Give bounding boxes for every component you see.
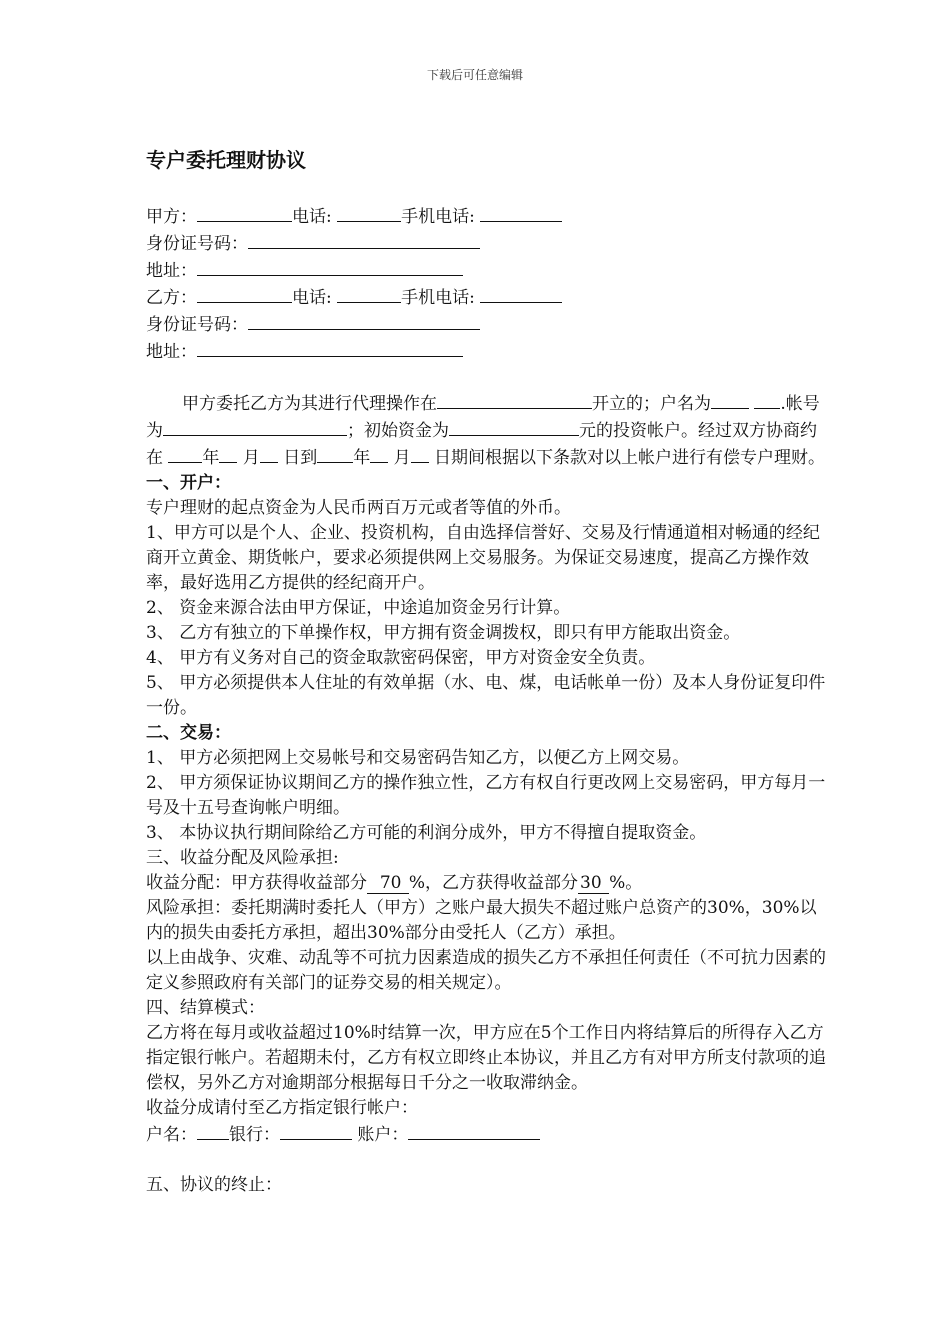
party-a-name-blank xyxy=(197,203,292,222)
party-a-id-label: 身份证号码： xyxy=(146,234,248,254)
party-a-id-blank xyxy=(248,230,480,249)
intro-paragraph: 甲方委托乙方为其进行代理操作在 开立的；户名为 .帐号为 ；初始资金为 元的投资帐户。经过双方协商约在 年 月 日到 年 月 日期间根据以下条款对以上帐户进行有偿专户理财。 xyxy=(146,390,826,471)
section-2-line: 3、 本协议执行期间除给乙方可能的利润分成外，甲方不得擅自提取资金。 xyxy=(146,823,707,843)
section-2-line: 2、 甲方须保证协议期间乙方的操作独立性，乙方有权自行更改网上交易密码，甲方每月一号及十五号查询帐户明细。 xyxy=(146,773,826,818)
payment-line: 收益分成请付至乙方指定银行帐户： xyxy=(146,1098,418,1118)
risk-paragraph: 风险承担：委托期满时委托人（甲方）之账户最大损失不超过账户总资产的30%，30%以内的损失由委托方承担，超出30%部分由受托人（乙方）承担。 xyxy=(146,898,817,943)
party-a-phone-label: 电话: xyxy=(292,207,332,227)
account-holder-blank xyxy=(197,1121,229,1140)
account-blank xyxy=(408,1121,540,1140)
section-1-heading: 一、开户： xyxy=(146,473,231,493)
party-b-id-label: 身份证号码： xyxy=(146,315,248,335)
bank-account-row: 户名： 银行： 账户： xyxy=(146,1121,826,1148)
section-5-heading: 五、协议的终止： xyxy=(146,1175,282,1195)
document-body xyxy=(146,148,826,1198)
party-b-address-label: 地址： xyxy=(146,342,197,362)
initial-funds-blank xyxy=(449,417,579,436)
account-name-blank xyxy=(711,390,749,409)
party-b-id-row xyxy=(146,311,826,338)
party-a-phone-blank xyxy=(337,203,401,222)
party-b-row xyxy=(146,284,826,311)
section-4-heading: 四、结算模式： xyxy=(146,998,265,1018)
settlement-paragraph: 乙方将在每月或收益超过10%时结算一次，甲方应在5个工作日内将结算后的所得存入乙方指定银行帐户。若超期未付，乙方有权立即终止本协议，并且乙方有对甲方所支付款项的追偿权，另外乙方对逾期部分根据每日千分之一收取滞纳金。 xyxy=(146,1023,826,1093)
section-1-line: 3、 乙方有独立的下单操作权，甲方拥有资金调拨权，即只有甲方能取出资金。 xyxy=(146,623,741,643)
party-a-id-row xyxy=(146,230,826,257)
party-a-address-row xyxy=(146,257,826,284)
party-b-address-row xyxy=(146,338,826,365)
section-3-heading: 三、收益分配及风险承担: xyxy=(146,848,339,868)
party-a-address-label: 地址： xyxy=(146,261,197,281)
party-a-share-value: 70 xyxy=(367,873,409,894)
section-1-line: 5、 甲方必须提供本人住址的有效单据（水、电、煤，电话帐单一份）及本人身份证复印件一份。 xyxy=(146,673,826,718)
force-majeure-paragraph: 以上由战争、灾难、动乱等不可抗力因素造成的损失乙方不承担任何责任（不可抗力因素的定义参照政府有关部门的证券交易的相关规定）。 xyxy=(146,948,826,993)
party-a-row xyxy=(146,203,826,230)
party-b-mobile-label: 手机电话: xyxy=(401,288,475,308)
section-2-heading: 二、交易： xyxy=(146,723,231,743)
party-a-address-blank xyxy=(197,257,463,276)
page-header: 下载后可任意编辑 xyxy=(426,68,523,82)
party-a-mobile-label: 手机电话: xyxy=(401,207,475,227)
party-b-name-blank xyxy=(197,284,292,303)
party-b-label: 乙方： xyxy=(146,288,197,308)
party-b-id-blank xyxy=(248,311,480,330)
party-b-address-blank xyxy=(197,338,463,357)
party-a-mobile-blank xyxy=(480,203,562,222)
party-b-share-value: 30 xyxy=(578,873,609,894)
party-b-mobile-blank xyxy=(480,284,562,303)
bank-blank xyxy=(280,1121,352,1140)
party-a-label: 甲方： xyxy=(146,207,197,227)
section-1-line: 1、甲方可以是个人、企业、投资机构，自由选择信誉好、交易及行情通道相对畅通的经纪商开立黄金、期货帐户，要求必须提供网上交易服务。为保证交易速度，提高乙方操作效率，最好选用乙方提供的经纪商开户。 xyxy=(146,523,820,593)
broker-blank xyxy=(437,390,592,409)
document-title: 专户委托理财协议 xyxy=(146,148,306,172)
section-1-line: 专户理财的起点资金为人民币两百万元或者等值的外币。 xyxy=(146,498,571,518)
section-1-line: 4、 甲方有义务对自己的资金取款密码保密，甲方对资金安全负责。 xyxy=(146,648,656,668)
party-b-phone-label: 电话: xyxy=(292,288,332,308)
section-2-line: 1、 甲方必须把网上交易帐号和交易密码告知乙方，以便乙方上网交易。 xyxy=(146,748,690,768)
account-number-blank xyxy=(163,417,347,436)
profit-share-line: 收益分配：甲方获得收益部分 70 %，乙方获得收益部分 30 %。 xyxy=(146,873,643,893)
section-1-line: 2、 资金来源合法由甲方保证，中途追加资金另行计算。 xyxy=(146,598,571,618)
party-b-phone-blank xyxy=(337,284,401,303)
